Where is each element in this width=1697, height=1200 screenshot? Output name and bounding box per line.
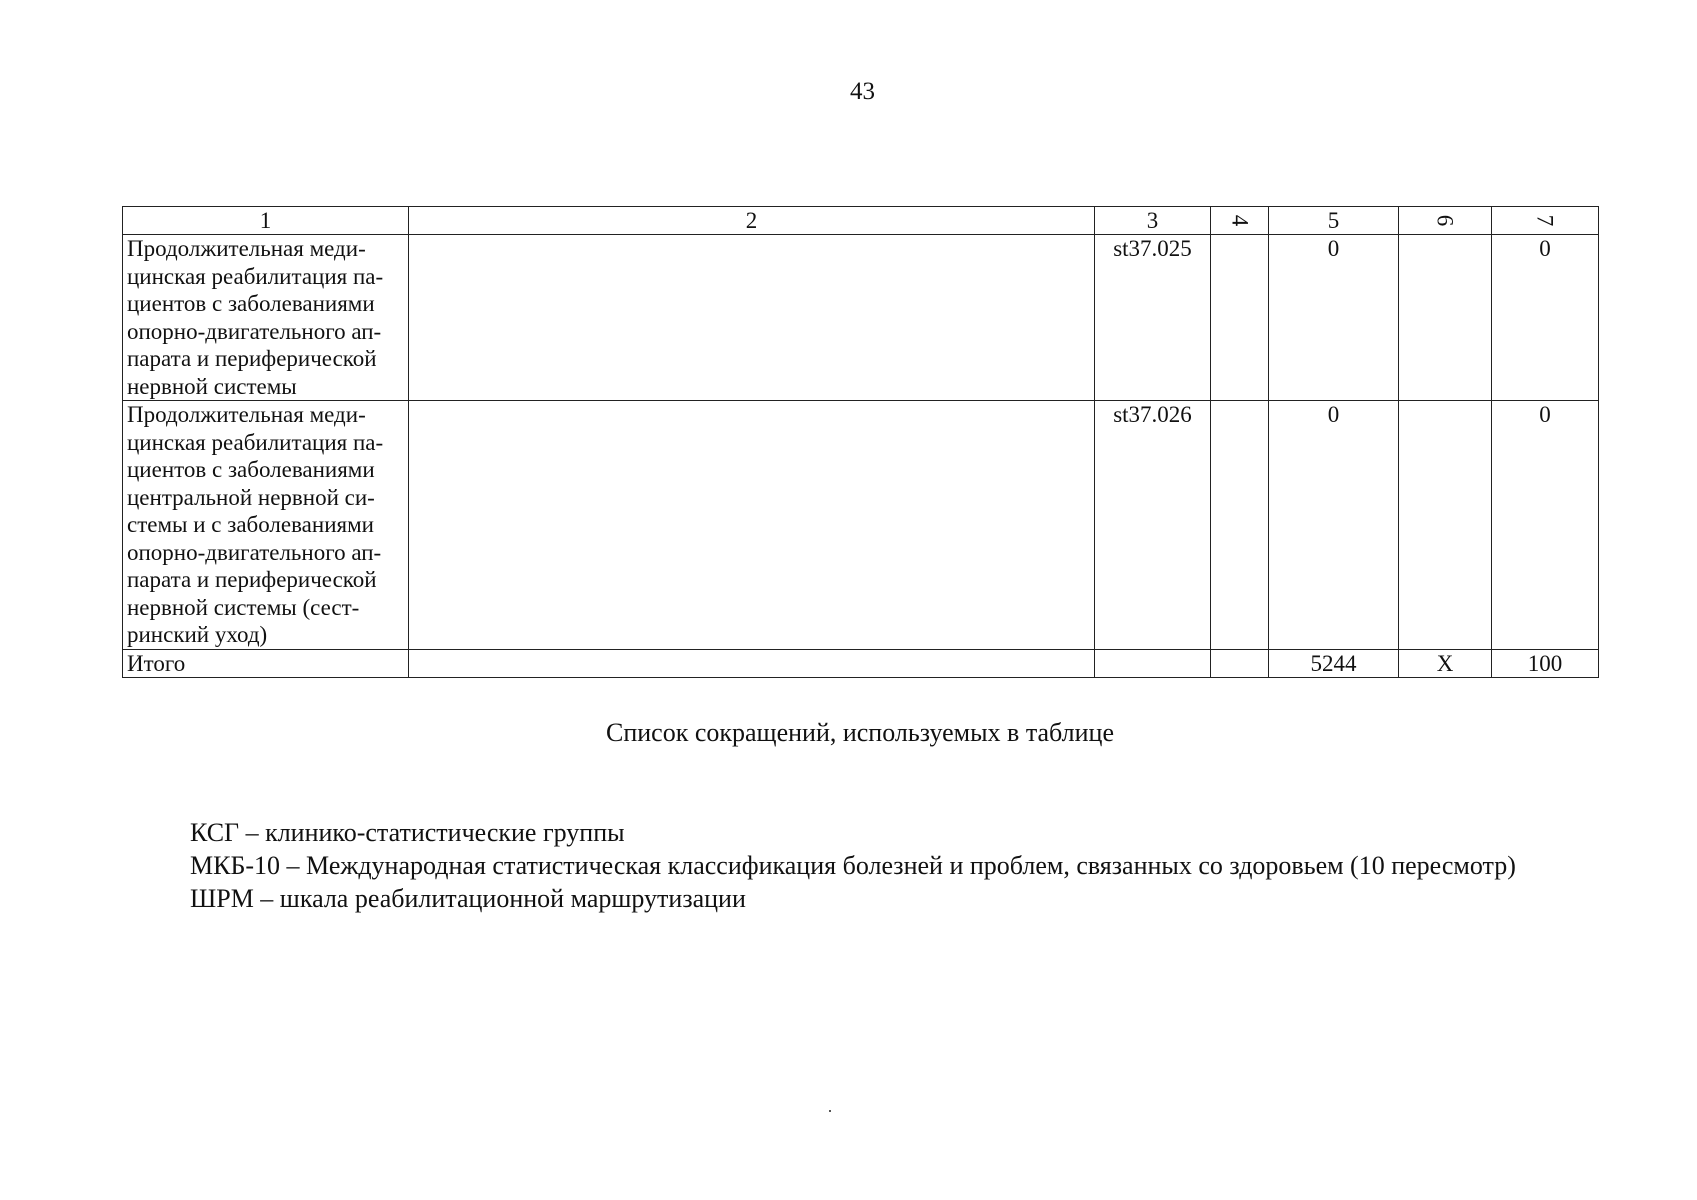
description-line: центральной нервной си- xyxy=(127,484,375,510)
header-cell: 1 xyxy=(123,207,409,235)
cell-col5: 0 xyxy=(1269,235,1399,401)
page-number: 43 xyxy=(850,78,875,105)
description-line: цинская реабилитация па- xyxy=(127,429,384,455)
description-line: Продолжительная меди- xyxy=(127,236,366,261)
description-line: циентов с заболеваниями xyxy=(127,291,375,316)
cell-col4 xyxy=(1211,401,1269,650)
cell-col2 xyxy=(409,235,1095,401)
abbreviation-item: МКБ-10 – Международная статистическая классификация болезней и проблем, связанных со здоровьем (10 пересмотр) xyxy=(190,851,1516,880)
description-line: ринский уход) xyxy=(127,622,268,647)
total-col7: 100 xyxy=(1492,649,1599,677)
description-line: Продолжительная меди- xyxy=(127,402,366,427)
total-row xyxy=(123,649,1599,677)
scan-dot xyxy=(829,1110,831,1112)
description-line: парата и периферической xyxy=(127,567,377,592)
header-cell xyxy=(1492,207,1599,235)
cell-col7: 0 xyxy=(1492,401,1599,650)
total-col2 xyxy=(409,649,1095,677)
cell-col6 xyxy=(1399,235,1492,401)
rotated-header-label: 6 xyxy=(1432,214,1458,227)
header-cell: 2 xyxy=(409,207,1095,235)
row-description xyxy=(123,235,409,401)
header-cell xyxy=(1211,207,1269,235)
total-col6: X xyxy=(1399,649,1492,677)
cell-col4 xyxy=(1211,235,1269,401)
total-col5: 5244 xyxy=(1269,649,1399,677)
description-line: нервной системы (сест- xyxy=(127,594,360,620)
description-line: опорно-двигательного ап- xyxy=(127,318,382,344)
abbreviation-item: ШРМ – шкала реабилитационной маршрутизации xyxy=(190,884,746,913)
rotated-header-label: 4 xyxy=(1227,214,1252,227)
cell-col5: 0 xyxy=(1269,401,1399,650)
total-col3 xyxy=(1095,649,1211,677)
description-line: опорно-двигательного ап- xyxy=(127,539,382,565)
abbreviation-item: КСГ – клинико-статистические группы xyxy=(190,818,625,847)
rehabilitation-table xyxy=(122,206,1599,678)
row-description xyxy=(123,401,409,650)
header-cell: 5 xyxy=(1269,207,1399,235)
abbreviations-list xyxy=(190,816,1516,915)
header-cell xyxy=(1399,207,1492,235)
ksg-code: st37.025 xyxy=(1095,235,1211,401)
abbreviations-title: Список сокращений, используемых в таблице xyxy=(606,718,1114,747)
total-label: Итого xyxy=(123,649,409,677)
table-header-row xyxy=(123,207,1599,235)
description-line: нервной системы xyxy=(127,373,297,399)
header-cell: 3 xyxy=(1095,207,1211,235)
cell-col2 xyxy=(409,401,1095,650)
cell-col6 xyxy=(1399,401,1492,650)
description-line: стемы и с заболеваниями xyxy=(127,512,374,537)
cell-col7: 0 xyxy=(1492,235,1599,401)
description-line: циентов с заболеваниями xyxy=(127,457,375,482)
description-line: парата и периферической xyxy=(127,346,377,371)
total-col4 xyxy=(1211,649,1269,677)
rotated-header-label: 7 xyxy=(1532,214,1558,227)
description-line: цинская реабилитация па- xyxy=(127,263,384,289)
table-row xyxy=(123,235,1599,401)
ksg-code: st37.026 xyxy=(1095,401,1211,650)
table-row xyxy=(123,401,1599,650)
